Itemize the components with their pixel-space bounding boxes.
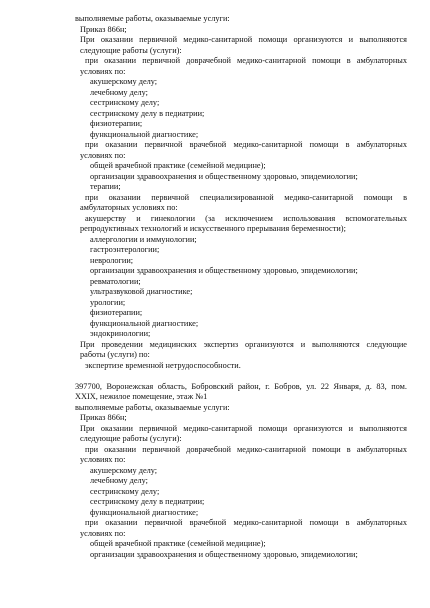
list-item: организации здравоохранения и общественному здоровью, эпидемиологии; bbox=[90, 171, 358, 181]
list-item: общей врачебной практике (семейной медицине); bbox=[90, 539, 266, 548]
works-heading: выполняемые работы, оказываемые услуги: bbox=[75, 402, 230, 412]
list-item: экспертизе временной нетрудоспособности. bbox=[85, 360, 241, 370]
address-line: 397700, Воронежская область, Бобровский район, г. Бобров, ул. 22 Января, д. 83, пом. bbox=[75, 381, 407, 391]
list-item: ультразвуковой диагностике; bbox=[90, 287, 193, 296]
list-item: урологии; bbox=[90, 297, 126, 307]
section-heading: при оказании первичной доврачебной медико-санитарной помощи в амбулаторных bbox=[85, 56, 407, 65]
list-item: аллергологии и иммунологии; bbox=[90, 234, 197, 244]
list-item: сестринскому делу в педиатрии; bbox=[90, 108, 205, 118]
list-item: акушерскому делу; bbox=[90, 465, 158, 475]
list-item: функциональной диагностике; bbox=[90, 318, 199, 328]
section-heading: при оказании первичной специализированной медико-санитарной помощи в bbox=[85, 192, 407, 202]
section-heading: условиях по: bbox=[80, 66, 126, 76]
list-item: сестринскому делу в педиатрии; bbox=[90, 497, 205, 506]
list-item: терапии; bbox=[90, 182, 121, 191]
intro-line: При оказании первичной медико-санитарной помощи организуются и выполняются bbox=[80, 35, 407, 44]
section-heading: условиях по: bbox=[80, 455, 126, 464]
list-item: неврологии; bbox=[90, 255, 134, 265]
list-item: функциональной диагностике; bbox=[90, 129, 199, 139]
list-item: функциональной диагностике; bbox=[90, 507, 199, 517]
intro-line: следующие работы (услуги): bbox=[80, 434, 182, 443]
list-item: акушерству и гинекологии (за исключением использования вспомогательных bbox=[85, 213, 407, 223]
list-item: акушерскому делу; bbox=[90, 77, 158, 86]
list-item: общей врачебной практике (семейной медицине); bbox=[90, 161, 266, 170]
address-line: XXIX, нежилое помещение, этаж №1 bbox=[75, 392, 208, 401]
list-item: лечебному делу; bbox=[90, 87, 148, 97]
intro-line: следующие работы (услуги): bbox=[80, 45, 182, 55]
order-line: Приказ 866н; bbox=[80, 413, 127, 422]
list-item: репродуктивных технологий и искусственного прерывания беременности); bbox=[80, 224, 346, 233]
list-item: гастроэнтерологии; bbox=[90, 245, 160, 254]
works-heading: выполняемые работы, оказываемые услуги: bbox=[75, 14, 230, 23]
section-heading: при оказании первичной врачебной медико-санитарной помощи в амбулаторных bbox=[85, 140, 407, 149]
order-line: Приказ 866н; bbox=[80, 24, 127, 34]
section-heading: при оказании первичной врачебной медико-санитарной помощи в амбулаторных bbox=[85, 518, 407, 527]
intro-line: При оказании первичной медико-санитарной помощи организуются и выполняются bbox=[80, 423, 407, 433]
list-item: физиотерапии; bbox=[90, 308, 143, 317]
list-item: сестринскому делу; bbox=[90, 98, 160, 107]
section-heading: условиях по: bbox=[80, 528, 126, 538]
section-heading: условиях по: bbox=[80, 150, 126, 160]
list-item: ревматологии; bbox=[90, 276, 141, 286]
list-item: организации здравоохранения и общественному здоровью, эпидемиологии; bbox=[90, 549, 358, 559]
list-item: организации здравоохранения и общественному здоровью, эпидемиологии; bbox=[90, 266, 358, 275]
section-heading: при оказании первичной доврачебной медико-санитарной помощи в амбулаторных bbox=[85, 444, 407, 454]
section-heading: работы (услуги) по: bbox=[80, 350, 150, 359]
list-item: сестринскому делу; bbox=[90, 486, 160, 496]
section-heading: амбулаторных условиях по: bbox=[80, 203, 178, 212]
list-item: эндокринологии; bbox=[90, 329, 151, 338]
section-heading: При проведении медицинских экспертиз организуются и выполняются следующие bbox=[80, 339, 407, 349]
list-item: физиотерапии; bbox=[90, 119, 143, 128]
list-item: лечебному делу; bbox=[90, 476, 148, 485]
